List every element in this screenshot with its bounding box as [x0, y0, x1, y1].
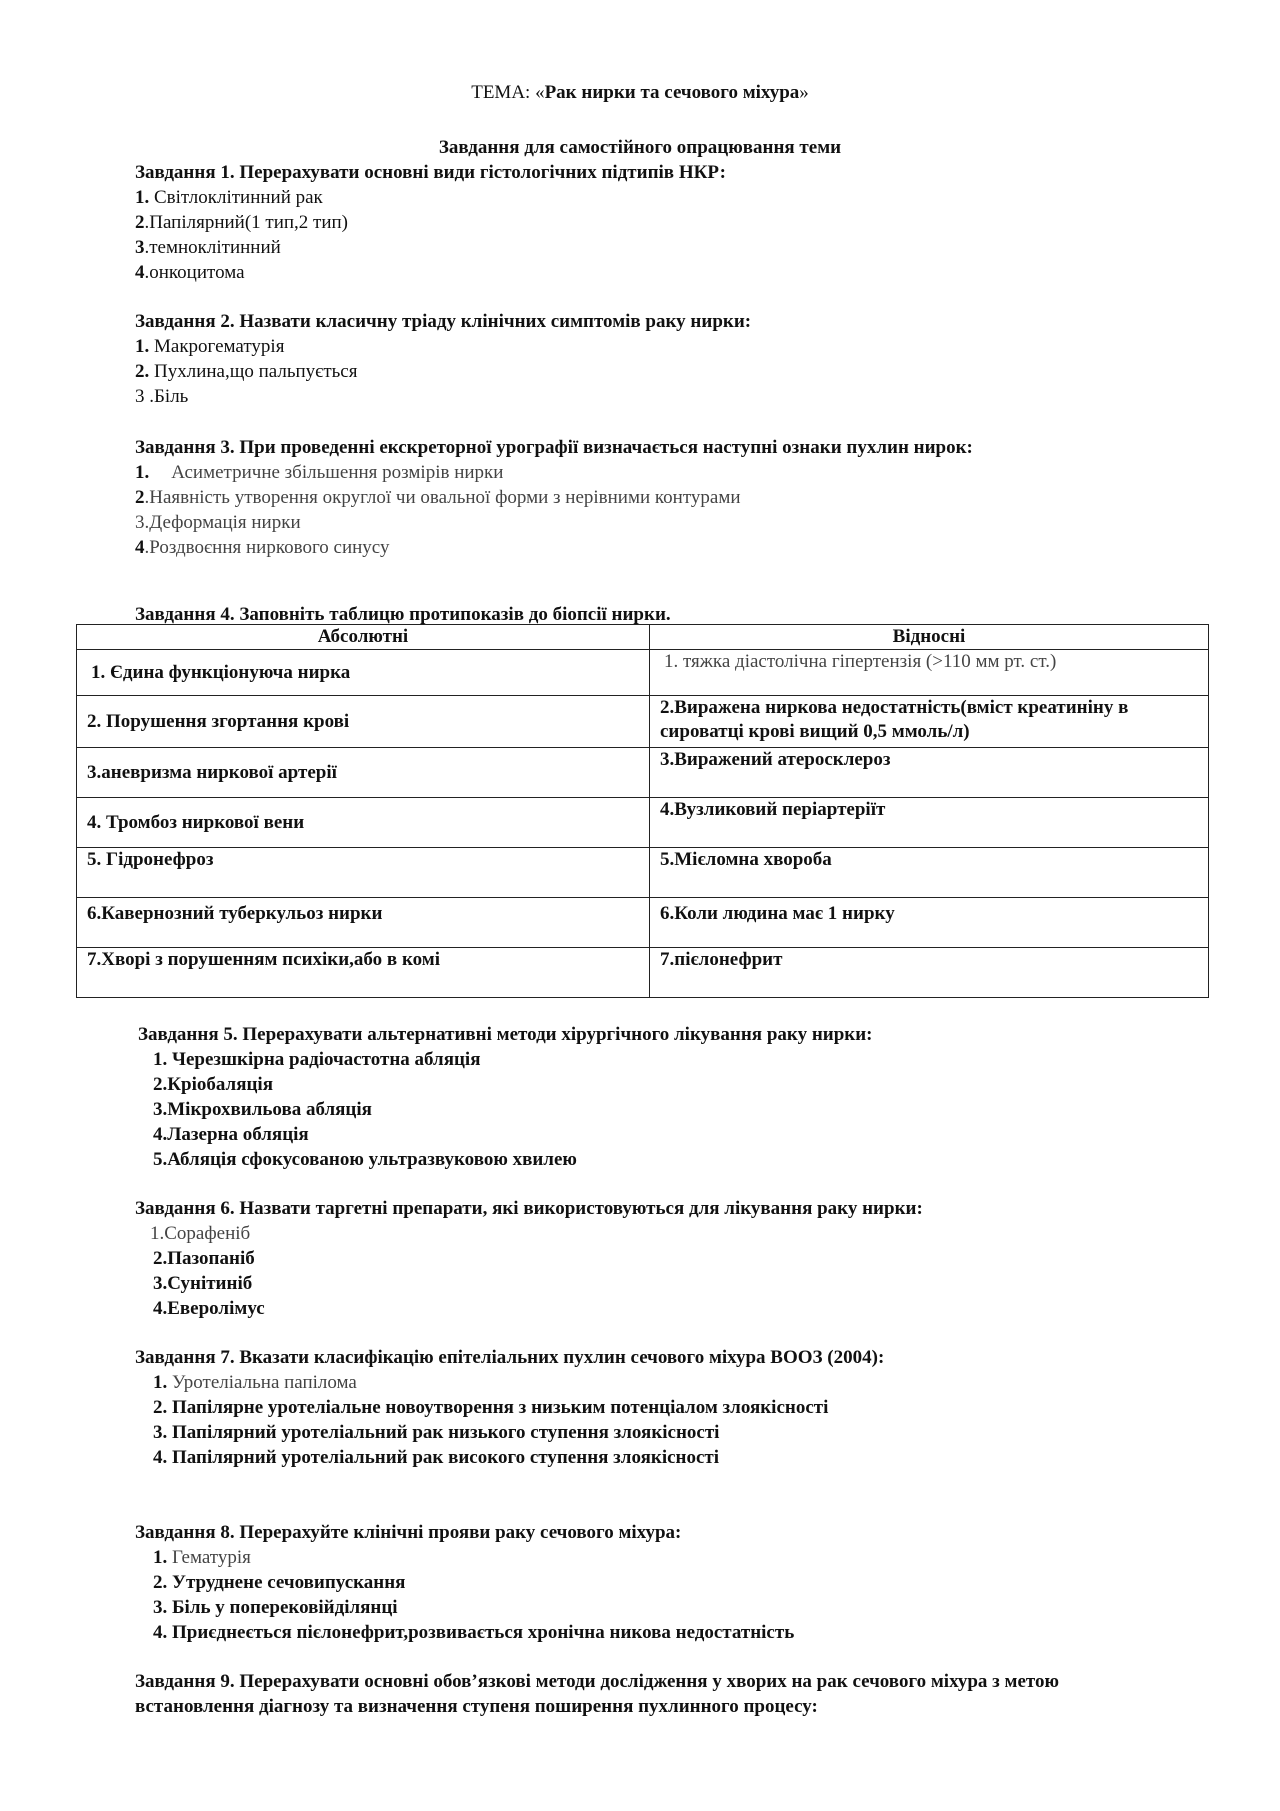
list-item: 2.Наявність утворення округлої чи овальної форми з нерівними контурами [135, 487, 741, 508]
list-item: 2. Утруднене сечовипускання [153, 1572, 406, 1593]
list-item: 4.Роздвоєння ниркового синусу [135, 537, 390, 558]
list-item: 2. Папілярне уротеліальне новоутворення з низьким потенціалом злоякісності [153, 1397, 829, 1418]
task5-heading: Завдання 5. Перерахувати альтернативні методи хірургічного лікування раку нирки: [138, 1024, 873, 1045]
task6-heading: Завдання 6. Назвати таргетні препарати, які використовуються для лікування раку нирки: [135, 1198, 923, 1219]
table-cell: 2.Виражена ниркова недостатність(вміст креатиніну в сироватці крові вищий 0,5 ммоль/л) [650, 696, 1209, 748]
list-item: 4. Приєднеється пієлонефрит,розвивається хронічна никова недостатність [153, 1622, 795, 1643]
table-row [77, 650, 1209, 696]
list-item: 3.Мікрохвильова абляція [153, 1099, 372, 1120]
table-cell: 7.Хворі з порушенням психіки,або в комі [77, 948, 650, 998]
table-row [77, 848, 1209, 898]
list-item: 2.Папілярний(1 тип,2 тип) [135, 212, 349, 233]
task2-heading: Завдання 2. Назвати класичну тріаду клінічних симптомів раку нирки: [135, 311, 752, 332]
table-cell: 6.Кавернозний туберкульоз нирки [77, 898, 650, 948]
list-item: 1. Макрогематурія [135, 336, 285, 357]
table-cell: 3.Виражений атеросклероз [650, 748, 1209, 798]
page-title: ТЕМА: «Рак нирки та сечового міхура» [471, 82, 809, 103]
table-row [77, 948, 1209, 998]
list-item: 1. Гематурія [153, 1547, 251, 1568]
list-item: 2. Пухлина,що пальпується [135, 361, 358, 382]
task9-heading-cont: встановлення діагнозу та визначення ступеня поширення пухлинного процесу: [135, 1696, 818, 1717]
table-cell: 1. Єдина функціонуюча нирка [77, 650, 650, 696]
table-cell: 4. Тромбоз ниркової вени [77, 798, 650, 848]
table-cell: 3.аневризма ниркової артерії [77, 748, 650, 798]
table-row [77, 748, 1209, 798]
list-item: 1. Черезшкірна радіочастотна абляція [153, 1049, 481, 1070]
task3-heading: Завдання 3. При проведенні екскреторної урографії визначається наступні ознаки пухлин нирок: [135, 437, 973, 458]
table-row [77, 798, 1209, 848]
list-item: 3.Сунітиніб [153, 1273, 253, 1294]
list-item: 5.Абляція сфокусованою ультразвуковою хвилею [153, 1149, 577, 1170]
table-cell: 4.Вузликовий періартеріїт [650, 798, 1209, 848]
task4-heading: Завдання 4. Заповніть таблицю протипоказів до біопсії нирки. [135, 604, 671, 625]
contraindications-table [76, 624, 1209, 998]
list-item: 1.Сорафеніб [150, 1223, 251, 1244]
list-item: 3 .Біль [135, 386, 189, 407]
list-item: 4.онкоцитома [135, 262, 245, 283]
column-header: Відносні [650, 625, 1209, 650]
task7-heading: Завдання 7. Вказати класифікацію епітеліальних пухлин сечового міхура ВООЗ (2004): [135, 1347, 885, 1368]
table-row [77, 898, 1209, 948]
list-item: 4. Папілярний уротеліальний рак високого ступення злоякісності [153, 1447, 720, 1468]
table-cell: 6.Коли людина має 1 нирку [650, 898, 1209, 948]
list-item: 2.Кріобаляція [153, 1074, 273, 1095]
list-item: 3. Папілярний уротеліальний рак низького ступення злоякісності [153, 1422, 720, 1443]
list-item: 4.Еверолімус [153, 1298, 265, 1319]
column-header: Абсолютні [77, 625, 650, 650]
task9-heading: Завдання 9. Перерахувати основні обов’язкові методи дослідження у хворих на рак сечового міхура з метою [135, 1671, 1060, 1692]
list-item: 3.Деформація нирки [135, 512, 301, 533]
list-item: 3.темноклітинний [135, 237, 281, 258]
table-row [77, 696, 1209, 748]
page-subtitle: Завдання для самостійного опрацювання теми [438, 137, 842, 158]
table-cell: 5. Гідронефроз [77, 848, 650, 898]
list-item: 4.Лазерна обляція [153, 1124, 309, 1145]
task1-heading: Завдання 1. Перерахувати основні види гістологічних підтипів НКР: [135, 162, 727, 183]
table-cell: 2. Порушення згортання крові [77, 696, 650, 748]
list-item: 3. Біль у поперековійділянці [153, 1597, 398, 1618]
table-cell: 5.Мієломна хвороба [650, 848, 1209, 898]
list-item: 1. Асиметричне збільшення розмірів нирки [135, 462, 504, 483]
table-cell: 7.пієлонефрит [650, 948, 1209, 998]
task8-heading: Завдання 8. Перерахуйте клінічні прояви раку сечового міхура: [135, 1522, 682, 1543]
list-item: 1. Світлоклітинний рак [135, 187, 323, 208]
table-header-row [77, 625, 1209, 650]
list-item: 2.Пазопаніб [153, 1248, 255, 1269]
list-item: 1. Уротеліальна папілома [153, 1372, 357, 1393]
table-cell: 1. тяжка діастолічна гіпертензія (>110 мм рт. ст.) [650, 650, 1209, 696]
